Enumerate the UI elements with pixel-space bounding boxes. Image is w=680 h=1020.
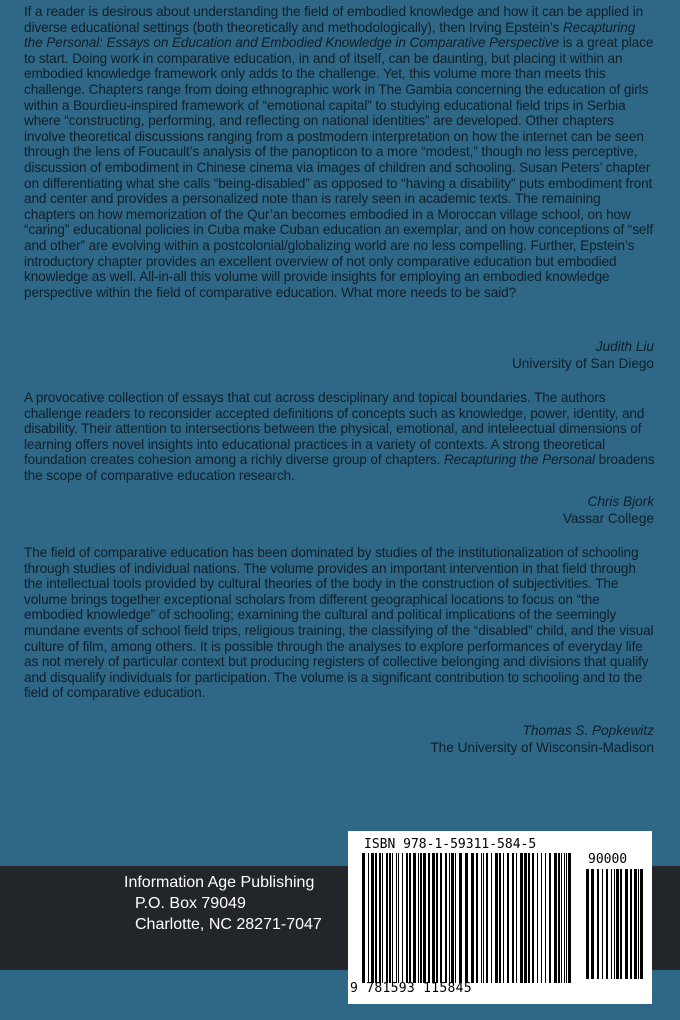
publisher-city: Charlotte, NC 28271-7047 xyxy=(135,916,322,933)
barcode-bar xyxy=(481,853,482,983)
barcode-bar xyxy=(362,853,365,983)
attribution-thomas-popkewitz xyxy=(430,722,654,756)
barcode-bar xyxy=(625,869,628,979)
barcode-bar xyxy=(483,853,484,983)
barcode-bar xyxy=(630,869,632,979)
barcode-bar xyxy=(379,853,381,983)
reviewer-name: Thomas S. Popkewitz xyxy=(522,723,654,738)
barcode-bar xyxy=(602,869,603,979)
review-judith-liu xyxy=(24,4,655,300)
book-title: Recapturing the Personal: Essays on Education and Embodied Knowledge in Comparative Perspective xyxy=(24,19,636,51)
barcode-digits: 9 781593 115845 xyxy=(350,981,472,996)
barcode-bar xyxy=(432,853,435,983)
barcode-bar xyxy=(611,869,612,979)
barcode-bar xyxy=(512,853,514,983)
barcode-bar xyxy=(406,853,408,983)
barcode-bar xyxy=(455,853,456,983)
barcode-bar xyxy=(507,853,509,983)
barcode-bar xyxy=(620,869,622,979)
barcode-bar xyxy=(561,853,562,983)
barcode-bar xyxy=(451,853,454,983)
barcode-bar xyxy=(368,853,369,983)
barcode-bar xyxy=(389,853,391,983)
isbn-barcode xyxy=(348,831,652,1004)
barcode-bar xyxy=(537,853,538,983)
review-text: The field of comparative education has been dominated by studies of the institutionalization of schooling through studies of individual nations. The volume provides an important intervention in that field through the intellectual tools provided by cultural theories of the body in the construction of subjectivities. The volume brings together exceptional scholars from different geographical locations to focus on “the embodied knowledge” of schooling; examining the cultural and political implications of the seemingly mundane events of school field trips, religious training, the classifying of the “disabled” child, and the visual culture of film, among others. It is possible through the analyses to explore performances of everyday life as not merely of particular context but producing registers of collective belonging and divisions that qualify and disqualify individuals for participation. The volume is a significant contribution to schooling and to the field of comparative education. xyxy=(24,545,654,701)
barcode-bar xyxy=(638,869,639,979)
barcode-bar xyxy=(586,869,589,979)
barcode-bar xyxy=(616,869,619,979)
barcode-bar xyxy=(465,853,468,983)
reviewer-institution: University of San Diego xyxy=(511,356,654,371)
reviewer-institution: The University of Wisconsin-Madison xyxy=(430,740,654,755)
barcode-bar xyxy=(409,853,411,983)
review-chris-bjork xyxy=(24,390,655,484)
barcode-bar xyxy=(554,853,557,983)
barcode-bar xyxy=(568,853,571,983)
barcode-bar xyxy=(423,853,426,983)
barcode-bar xyxy=(418,853,419,983)
barcode-bar xyxy=(398,853,399,983)
publisher-address xyxy=(124,872,344,935)
reviewer-institution: Vassar College xyxy=(562,511,654,526)
barcode-bar xyxy=(634,869,637,979)
barcode-bar xyxy=(516,853,517,983)
barcode-bar xyxy=(528,853,530,983)
barcode-bar xyxy=(386,853,388,983)
book-title: Recapturing the Personal xyxy=(443,452,595,468)
barcode-bar xyxy=(413,853,416,983)
barcode-bar xyxy=(392,853,393,983)
review-text: If a reader is desirous about understanding the field of embodied knowledge and how it can be applied in diverse educational settings (both theoretically and methodologically), then Irving Epstein’s Recapturing the Personal: Essays on Education and Embodied Knowledge in Comparative Perspective is a great place to start. Doing work in comparative education, in and of itself, can be daunting, but placing it within an embodied knowledge framework only adds to the challenge. Yet, this volume more than meets this challenge. Chapters range from doing ethnographic work in The Gambia concerning the education of girls within a Bourdieu-inspired framework of “emotional capital” to studying educational field trips in Serbia where “constructing, performing, and reflecting on national identities” are developed. Other chapters involve theoretical discussions ranging from a postmodern interpretation on how the internet can be seen through the lens of Foucault’s analysis of the panopticon to a more “modest,” though no less perceptive, discussion of embodiment in Chinese cinema via images of children and schooling. Susan Peters’ chapter on differentiating what she calls “being-disabled” as opposed to “having a disability” puts embodiment front and center and provides a personalized note than is rarely seen in academic texts. The remaining chapters on how memorization of the Qur’an becomes embodied in a Moroccan village school, on how “caring” educational policies in Cuba make Cuban education an exemplar, and on how conceptions of “self and other” are evolving within a postcolonial/globalizing world are no less compelling. Further, Epstein’s introductory chapter provides an excellent overview of not only comparative education but embodied knowledge as well. All-in-all this volume will provide insights for employing an embodied knowledge perspective within the field of comparative education. What more needs to be said? xyxy=(24,4,654,300)
barcode-bar xyxy=(459,853,462,983)
barcode-bar xyxy=(440,853,442,983)
barcode-bar xyxy=(524,853,527,983)
barcode-bar xyxy=(375,853,377,983)
review-text: A provocative collection of essays that cut across desciplinary and topical boundaries. The authors challenge readers to reconsider accepted definitions of concepts such as knowledge, power, identity, and disability. Their attention to intersections between the physical, emotional, and inteleectual dimensions of learning offers novel insights into educational practices in a variety of contexts. A strong theoretical foundation creates cohesion among a richly diverse group of chapters. Recapturing the Personal broadens the scope of comparative education research. xyxy=(24,390,655,483)
barcode-bar xyxy=(371,853,374,983)
barcode-bar xyxy=(471,853,474,983)
barcode-bars xyxy=(362,853,572,983)
barcode-bar xyxy=(436,853,438,983)
barcode-addon-number: 90000 xyxy=(588,852,628,867)
barcode-bar xyxy=(640,869,643,979)
barcode-bar xyxy=(402,853,403,983)
review-thomas-popkewitz xyxy=(24,545,655,701)
barcode-bar xyxy=(520,853,523,983)
barcode-bar xyxy=(541,853,542,983)
barcode-bar xyxy=(545,853,546,983)
attribution-chris-bjork xyxy=(563,493,654,527)
barcode-bar xyxy=(445,853,447,983)
barcode-bar xyxy=(606,869,608,979)
barcode-bar xyxy=(591,869,594,979)
barcode-addon-bars xyxy=(586,869,646,979)
barcode-bar xyxy=(532,853,534,983)
barcode-bar xyxy=(396,853,397,983)
barcode-bar xyxy=(491,853,492,983)
barcode-bar xyxy=(597,869,599,979)
reviewer-name: Chris Bjork xyxy=(587,494,654,509)
isbn-label: ISBN 978-1-59311-584-5 xyxy=(364,837,537,852)
reviewer-name: Judith Liu xyxy=(595,339,654,354)
barcode-bar xyxy=(558,853,560,983)
barcode-bar xyxy=(495,853,498,983)
barcode-bar xyxy=(449,853,450,983)
barcode-bar xyxy=(503,853,504,983)
barcode-bar xyxy=(499,853,501,983)
barcode-bar xyxy=(382,853,383,983)
barcode-bar xyxy=(564,853,565,983)
barcode-bar xyxy=(428,853,430,983)
barcode-bar xyxy=(614,869,615,979)
publisher-name: Information Age Publishing xyxy=(124,874,315,891)
barcode-bar xyxy=(486,853,488,983)
publisher-po-box: P.O. Box 79049 xyxy=(135,895,246,912)
barcode-bar xyxy=(549,853,551,983)
barcode-bar xyxy=(476,853,478,983)
barcode-bar xyxy=(420,853,422,983)
attribution-judith-liu xyxy=(512,338,654,372)
barcode-bar xyxy=(566,853,567,983)
